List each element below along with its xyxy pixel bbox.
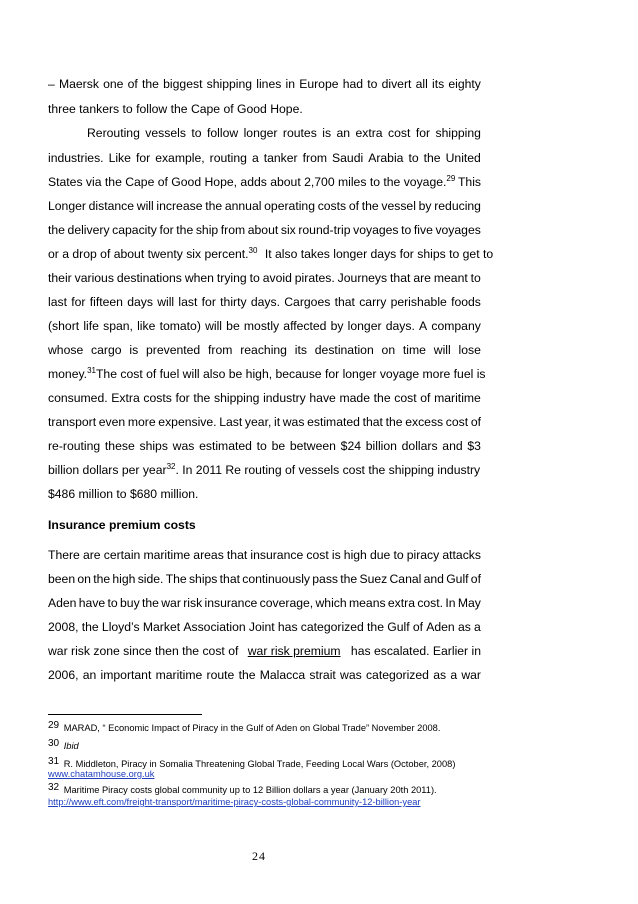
word: Aden xyxy=(48,596,77,610)
word: extra xyxy=(355,126,383,140)
paragraph-line xyxy=(48,174,481,190)
word: follow xyxy=(206,126,239,140)
word: transport xyxy=(48,415,97,429)
word: Market xyxy=(142,620,181,634)
line-text: has escalated. Earlier in xyxy=(350,644,481,658)
word: A xyxy=(419,319,428,333)
paragraph-line xyxy=(48,438,481,454)
footnote-number: 31 xyxy=(48,756,60,767)
word: (short xyxy=(48,319,80,333)
word: in xyxy=(285,77,296,91)
word: from xyxy=(208,343,233,357)
word: biggest xyxy=(163,77,203,91)
word: fifteen xyxy=(89,295,123,309)
word: when xyxy=(184,271,214,285)
word: Like xyxy=(108,151,131,165)
word: span, xyxy=(103,319,133,333)
word: had xyxy=(342,77,364,91)
word: Joint xyxy=(248,620,275,634)
underlined-term: war risk premium xyxy=(247,644,341,658)
word: cost. xyxy=(417,596,444,610)
word: side. xyxy=(137,572,164,586)
word: like xyxy=(137,319,156,333)
paragraph-line: $486 million to $680 million. xyxy=(48,487,199,501)
paragraph-line xyxy=(48,342,481,358)
footnote-link-chathamhouse[interactable]: www.chatamhouse.org.uk xyxy=(48,769,155,779)
word: The xyxy=(165,572,187,586)
line-text: States via the Cape of Good Hope, adds about 2,700 miles to the voyage. xyxy=(48,175,447,189)
word: last xyxy=(178,295,198,309)
word: their xyxy=(48,271,72,285)
word: maritime xyxy=(434,391,481,405)
word: destination xyxy=(314,343,374,357)
word: operating xyxy=(264,199,315,213)
word: piracy xyxy=(406,548,440,562)
footnote-30 xyxy=(48,738,79,752)
paragraph-line xyxy=(48,390,481,406)
word: are xyxy=(82,548,101,562)
word: high xyxy=(112,572,136,586)
footnote-text: R. Middleton, Piracy in Somalia Threatening Global Trade, Feeding Local Wars (October, 2008) xyxy=(63,759,456,769)
word: industries. xyxy=(48,151,104,165)
word: that xyxy=(226,548,248,562)
paragraph-line xyxy=(48,246,494,262)
word: all xyxy=(415,77,428,91)
word: areas xyxy=(193,548,224,562)
word: insurance xyxy=(204,596,258,610)
word: lose xyxy=(458,343,481,357)
word: 2008, xyxy=(48,620,79,634)
footnote-ref-30[interactable]: 30 xyxy=(248,246,258,255)
word: was xyxy=(172,439,195,453)
word: last xyxy=(48,295,67,309)
word: Canal xyxy=(389,572,422,586)
word: industry xyxy=(263,391,306,405)
word: Last xyxy=(219,415,243,429)
word: carry xyxy=(359,295,387,309)
footnote-32 xyxy=(48,782,437,796)
word: a xyxy=(251,151,259,165)
word: company xyxy=(431,319,481,333)
word: was xyxy=(340,668,362,682)
word: vessels xyxy=(145,126,186,140)
footnote-ref-31[interactable]: 31 xyxy=(87,366,96,375)
word: consumed. xyxy=(48,391,108,405)
word: to xyxy=(367,77,378,91)
word: the xyxy=(81,620,99,634)
word: reducing xyxy=(434,199,481,213)
word: categorized xyxy=(300,620,364,634)
word: shipping xyxy=(206,77,253,91)
word: days. xyxy=(385,319,415,333)
word: to xyxy=(107,596,118,610)
word: the xyxy=(340,572,358,586)
word: important xyxy=(100,668,152,682)
word: will xyxy=(136,199,154,213)
footnote-29 xyxy=(48,720,440,734)
word: tanker xyxy=(263,151,298,165)
line-text: . In 2011 Re routing of vessels cost the shipping industry xyxy=(175,463,481,477)
word: of xyxy=(420,391,431,405)
word: been xyxy=(48,572,76,586)
word: is xyxy=(129,343,139,357)
word: buy xyxy=(120,596,140,610)
word: Longer xyxy=(48,199,86,213)
word: on xyxy=(381,343,396,357)
word: the xyxy=(385,415,403,429)
paragraph-line xyxy=(48,222,481,238)
word: to xyxy=(249,271,260,285)
word: of xyxy=(412,620,423,634)
word: due xyxy=(369,548,391,562)
line-text: or a drop of about twenty six percent. xyxy=(48,247,249,261)
word: longer xyxy=(243,126,278,140)
line-text: This xyxy=(457,175,481,189)
footnote-text: Ibid xyxy=(63,741,79,751)
word: prevented xyxy=(145,343,201,357)
paragraph-line xyxy=(48,571,481,587)
word: that xyxy=(334,295,355,309)
word: Association xyxy=(183,620,246,634)
word: is xyxy=(322,126,332,140)
word: billion xyxy=(365,439,397,453)
word: for xyxy=(415,126,431,140)
word: various xyxy=(74,271,114,285)
word: delivery xyxy=(67,223,110,237)
paragraph-line xyxy=(48,414,481,430)
word: pirates. xyxy=(294,271,335,285)
word: an xyxy=(336,126,351,140)
word: round-trip xyxy=(298,223,351,237)
line-text: It also takes longer days for ships to get to xyxy=(264,247,494,261)
word: to xyxy=(393,548,404,562)
footnote-number: 32 xyxy=(48,782,60,793)
word: reaching xyxy=(240,343,287,357)
word: vessel xyxy=(381,199,416,213)
word: Europe xyxy=(299,77,339,91)
word: mostly xyxy=(243,319,280,333)
word: strait xyxy=(309,668,336,682)
paragraph-line xyxy=(48,150,481,166)
word: to xyxy=(470,271,481,285)
word: Arabia xyxy=(368,151,404,165)
word: capacity xyxy=(112,223,157,237)
word: estimated xyxy=(199,439,252,453)
paragraph-line: three tankers to follow the Cape of Good Hope. xyxy=(48,102,303,116)
word: time xyxy=(402,343,426,357)
word: even xyxy=(98,415,126,429)
word: voyages xyxy=(353,223,399,237)
word: by xyxy=(330,319,344,333)
word: Malacca xyxy=(259,668,306,682)
word: cost xyxy=(306,548,329,562)
word: pass xyxy=(312,572,339,586)
word: of xyxy=(470,572,481,586)
word: was xyxy=(282,415,305,429)
word: the xyxy=(373,391,391,405)
word: as xyxy=(433,668,447,682)
word: cost xyxy=(394,391,417,405)
word: Journeys xyxy=(337,271,388,285)
word: ships xyxy=(139,439,168,453)
word: dollars xyxy=(401,439,438,453)
word: There xyxy=(48,548,80,562)
word: year, xyxy=(244,415,272,429)
word: shipping xyxy=(435,126,481,140)
word: to xyxy=(191,126,202,140)
word: for xyxy=(71,295,86,309)
word: the xyxy=(176,223,194,237)
word: between xyxy=(289,439,336,453)
word: to xyxy=(256,439,267,453)
word: have xyxy=(78,596,106,610)
word: it xyxy=(274,415,281,429)
word: maritime xyxy=(155,668,203,682)
word: example, xyxy=(155,151,205,165)
word: its xyxy=(431,77,445,91)
word: avoid xyxy=(262,271,292,285)
word: maritime xyxy=(143,548,191,562)
footnote-divider xyxy=(48,714,202,715)
footnote-text: Maritime Piracy costs global community up to 12 Billion dollars a year (January 20th 2011). xyxy=(63,785,437,795)
word: its xyxy=(294,343,307,357)
word: the xyxy=(361,199,379,213)
word: United xyxy=(445,151,481,165)
word: categorized xyxy=(365,668,429,682)
word: cost xyxy=(388,126,411,140)
word: distance xyxy=(88,199,135,213)
word: has xyxy=(277,620,298,634)
word: Aden xyxy=(426,620,455,634)
word: made xyxy=(339,391,370,405)
word: for xyxy=(201,295,216,309)
word: meant xyxy=(433,271,468,285)
word: voyages xyxy=(435,223,481,237)
word: will xyxy=(157,295,175,309)
word: life xyxy=(83,319,99,333)
word: Gulf xyxy=(446,572,469,586)
word: Lloyd’s xyxy=(101,620,140,634)
word: Suez xyxy=(359,572,388,586)
word: ship xyxy=(195,223,219,237)
word: days xyxy=(127,295,153,309)
word: be xyxy=(226,319,240,333)
word: affected xyxy=(283,319,327,333)
word: $3 xyxy=(467,439,481,453)
word: for xyxy=(175,391,190,405)
word: to xyxy=(401,223,412,237)
word: which xyxy=(315,596,347,610)
word: a xyxy=(474,620,481,634)
word: ships xyxy=(188,572,218,586)
word: certain xyxy=(103,548,141,562)
paragraph-line xyxy=(48,318,481,334)
word: one xyxy=(103,77,124,91)
word: coverage, xyxy=(259,596,314,610)
page-number: 24 xyxy=(252,849,266,863)
word: on xyxy=(77,572,91,586)
word: costs xyxy=(317,199,347,213)
paragraph-line xyxy=(48,462,481,478)
word: as xyxy=(457,620,471,634)
word: perishable xyxy=(390,295,447,309)
paragraph-line xyxy=(48,619,481,635)
word: extra xyxy=(387,596,415,610)
word: estimated xyxy=(307,415,360,429)
word: tomato) xyxy=(159,319,201,333)
paragraph-line xyxy=(48,547,481,563)
word: the xyxy=(367,620,384,634)
word: continuously xyxy=(242,572,311,586)
word: May xyxy=(457,596,481,610)
word: days. xyxy=(250,295,280,309)
footnote-ref-32[interactable]: 32 xyxy=(166,462,176,471)
word: route xyxy=(206,668,235,682)
word: whose xyxy=(48,343,84,357)
word: trying xyxy=(216,271,247,285)
word: and xyxy=(442,439,463,453)
word: war xyxy=(461,668,481,682)
word: more xyxy=(127,415,156,429)
word: attacks xyxy=(442,548,481,562)
word: of xyxy=(127,77,138,91)
word: war xyxy=(161,596,181,610)
word: thirty xyxy=(220,295,247,309)
word: Rerouting xyxy=(87,126,140,140)
word: Saudi xyxy=(332,151,364,165)
word: increase xyxy=(156,199,203,213)
word: is xyxy=(331,548,341,562)
word: the xyxy=(423,151,441,165)
footnote-number: 29 xyxy=(48,720,60,731)
word: Extra xyxy=(111,391,140,405)
word: risk xyxy=(183,596,203,610)
word: In xyxy=(445,596,456,610)
word: excess xyxy=(405,415,444,429)
word: expensive. xyxy=(158,415,217,429)
word: cost xyxy=(445,415,469,429)
word: the xyxy=(142,77,159,91)
word: cargo xyxy=(91,343,122,357)
word: about xyxy=(247,223,279,237)
footnote-ref-29[interactable]: 29 xyxy=(446,174,456,183)
word: Gulf xyxy=(387,620,410,634)
word: have xyxy=(309,391,336,405)
word: routes xyxy=(282,126,317,140)
word: shipping xyxy=(214,391,260,405)
word: costs xyxy=(143,391,172,405)
word: eighty xyxy=(448,77,481,91)
word: of xyxy=(348,199,360,213)
section-heading: Insurance premium costs xyxy=(48,518,196,532)
word: that xyxy=(362,415,383,429)
word: five xyxy=(413,223,433,237)
paragraph-line xyxy=(48,270,481,286)
word: annual xyxy=(224,199,262,213)
word: foods xyxy=(451,295,481,309)
word: means xyxy=(348,596,386,610)
word: to xyxy=(408,151,419,165)
word: the xyxy=(193,391,211,405)
word: an xyxy=(82,668,97,682)
word: from xyxy=(220,223,246,237)
word: and xyxy=(423,572,444,586)
word: for xyxy=(159,223,174,237)
word: of xyxy=(470,415,481,429)
word: the xyxy=(238,668,256,682)
word: the xyxy=(141,596,159,610)
word: destinations xyxy=(116,271,182,285)
paragraph-line xyxy=(48,595,481,611)
word: the xyxy=(48,223,65,237)
word: be xyxy=(271,439,286,453)
word: high xyxy=(343,548,367,562)
word: a xyxy=(450,668,458,682)
word: these xyxy=(104,439,135,453)
word: re-routing xyxy=(48,439,101,453)
word: that xyxy=(219,572,240,586)
paragraph-line xyxy=(48,76,481,92)
word: lines xyxy=(256,77,282,91)
word: 2006, xyxy=(48,668,79,682)
footnote-number: 30 xyxy=(48,738,60,749)
paragraph-line xyxy=(87,125,481,141)
word: – xyxy=(48,77,55,91)
paragraph-line xyxy=(48,366,486,382)
word: $24 xyxy=(340,439,362,453)
word: longer xyxy=(347,319,382,333)
line-text: money. xyxy=(48,367,88,381)
line-text: billion dollars per year xyxy=(48,463,167,477)
paragraph-line xyxy=(48,198,481,214)
word: for xyxy=(135,151,151,165)
footnote-link-eft[interactable]: http://www.eft.com/freight-transport/maritime-piracy-costs-global-community-12-billion-year xyxy=(48,797,421,807)
word: will xyxy=(205,319,222,333)
word: the xyxy=(205,199,223,213)
paragraph-line xyxy=(48,294,481,310)
word: the xyxy=(93,572,111,586)
word: will xyxy=(433,343,451,357)
word: routing xyxy=(209,151,247,165)
word: by xyxy=(418,199,432,213)
line-text: The cost of fuel will also be high, because for longer voyage more fuel is xyxy=(95,367,486,381)
word: from xyxy=(302,151,327,165)
paragraph-line xyxy=(48,643,481,659)
word: Cargoes xyxy=(284,295,331,309)
word: that xyxy=(390,271,411,285)
word: Maersk xyxy=(58,77,99,91)
footnote-text: MARAD, “ Economic Impact of Piracy in the Gulf of Aden on Global Trade” November 2008. xyxy=(63,723,441,733)
word: six xyxy=(280,223,296,237)
paragraph-line xyxy=(48,667,481,683)
word: insurance xyxy=(250,548,304,562)
word: divert xyxy=(381,77,412,91)
line-text: war risk zone since then the cost of xyxy=(48,644,239,658)
word: are xyxy=(413,271,431,285)
